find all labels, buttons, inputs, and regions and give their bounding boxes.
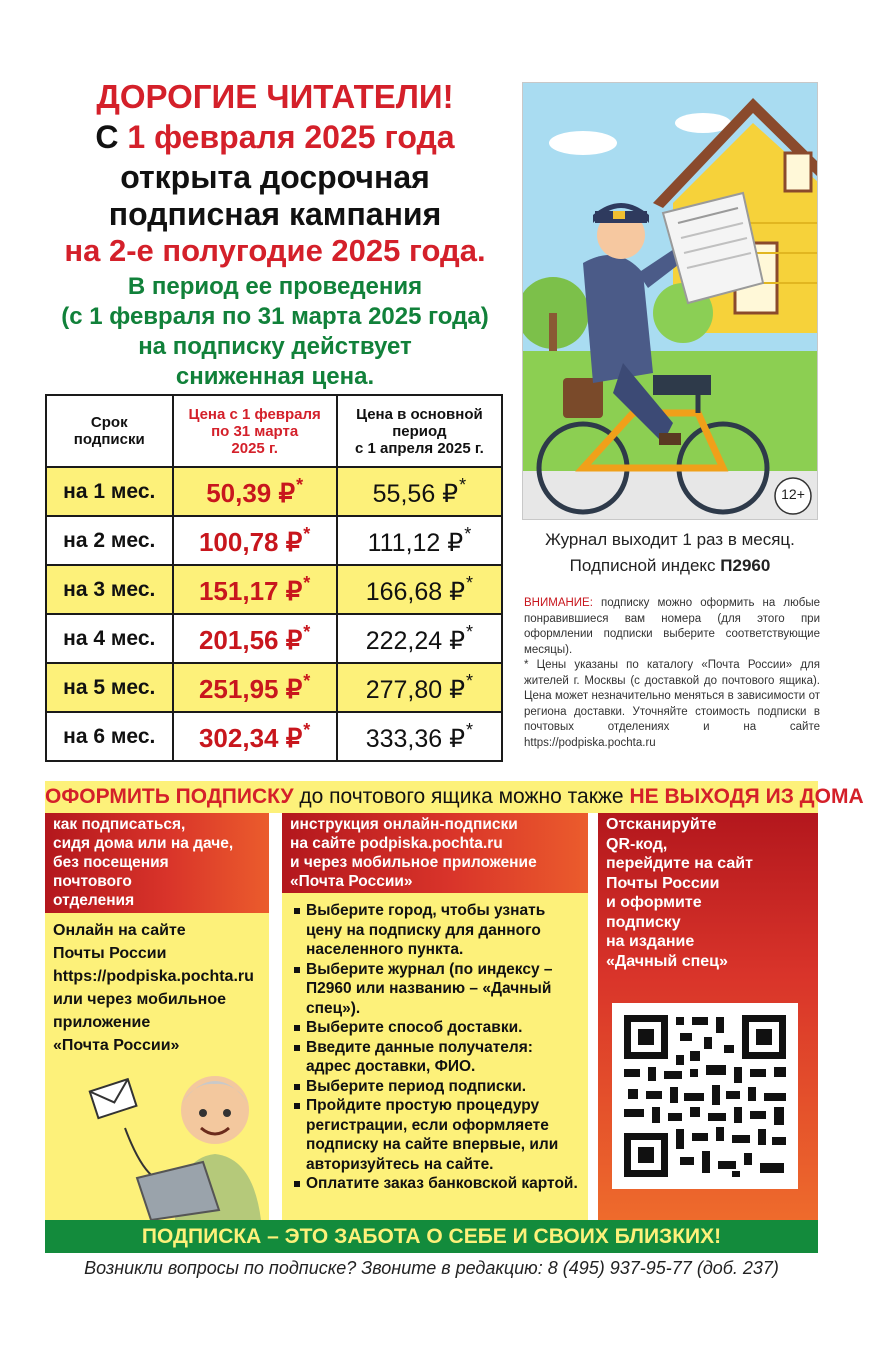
headline-title: ДОРОГИЕ ЧИТАТЕЛИ!	[96, 78, 454, 115]
col1-header-l4: почтового	[53, 873, 132, 890]
row-base-price: 111,12 ₽*	[337, 516, 502, 565]
table-row	[46, 614, 502, 663]
qr-column	[598, 813, 818, 1220]
table-row	[46, 712, 502, 761]
notes-block	[524, 596, 820, 751]
row-early-price: 151,17 ₽*	[173, 565, 337, 614]
col2-header	[282, 813, 588, 893]
col1-body-l1: Онлайн на сайте	[53, 922, 186, 939]
list-item: Выберите город, чтобы узнать цену на подписку для данного населенного пункта.	[292, 901, 582, 960]
warning-note	[524, 596, 820, 658]
contact-footer: Возникли вопросы по подписке? Звоните в редакцию: 8 (495) 937-95-77 (доб. 237)	[84, 1258, 779, 1278]
headline-line3: открыта досрочная	[120, 159, 430, 195]
header-base-l3: с 1 апреля 2025 г.	[354, 439, 484, 457]
col3-text-l8: «Дачный спец»	[606, 952, 728, 970]
headline-date-line	[40, 119, 510, 156]
instruction-steps	[292, 901, 582, 1194]
period-line1: В период ее проведения	[127, 273, 423, 300]
row-base-price: 333,36 ₽*	[337, 712, 502, 761]
col3-text-l4: Почты России	[606, 874, 720, 892]
list-item: Выберите период подписки.	[292, 1077, 582, 1097]
col1-body-l2: Почты России	[53, 945, 167, 962]
period-line2: (с 1 февраля по 31 марта 2025 года)	[61, 303, 489, 330]
col2-header-l1: инструкция онлайн-подписки	[290, 816, 518, 833]
qr-code[interactable]	[612, 1003, 798, 1189]
price-table	[45, 394, 503, 762]
list-item: Выберите способ доставки.	[292, 1018, 582, 1038]
subscribe-banner	[45, 781, 864, 813]
row-base-price: 222,24 ₽*	[337, 614, 502, 663]
header-base	[337, 395, 502, 467]
row-term: на 5 мес.	[46, 663, 173, 712]
col1-body-l5: приложение	[53, 1014, 151, 1031]
subscription-index-value: П2960	[720, 556, 771, 575]
list-item: Выберите журнал (по индексу – П2960 или названию – «Дачный спец»).	[292, 960, 582, 1019]
magazine-frequency: Журнал выходит 1 раз в месяц.	[545, 530, 795, 549]
row-term: на 1 мес.	[46, 467, 173, 516]
age-rating-badge: 12+	[781, 486, 805, 502]
list-item: Оплатите заказ банковской картой.	[292, 1174, 582, 1194]
header-term-l1: Срок	[90, 414, 128, 431]
warning-label: ВНИМАНИЕ:	[524, 597, 593, 609]
period-line4: сниженная цена.	[175, 363, 375, 390]
list-item: Пройдите простую процедуру регистрации, если оформляете подписку на сайте впервые, или авторизуйтесь на сайте.	[292, 1096, 582, 1174]
headline-line5: на 2-е полугодие 2025 года.	[64, 233, 486, 268]
table-row	[46, 516, 502, 565]
slogan-bar: ПОДПИСКА – ЭТО ЗАБОТА О СЕБЕ И СВОИХ БЛИЗКИХ!	[45, 1220, 818, 1253]
man-with-laptop-image	[85, 1058, 269, 1220]
table-row	[46, 663, 502, 712]
col2-header-l4: «Почта России»	[290, 873, 413, 890]
col3-text-l2: QR-код,	[606, 835, 668, 853]
row-term: на 3 мес.	[46, 565, 173, 614]
col3-text-l6: подписку	[606, 913, 681, 931]
header-early	[173, 395, 337, 467]
postman-illustration	[522, 82, 818, 520]
header-early-l3: 2025 г.	[231, 439, 278, 457]
period-line3: на подписку действует	[138, 333, 412, 360]
qr-code-icon	[620, 1011, 790, 1181]
banner-part3: НЕ ВЫХОДЯ ИЗ ДОМА	[629, 785, 864, 808]
header-early-l1: Цена с 1 февраля	[188, 405, 321, 423]
table-row	[46, 467, 502, 516]
postman-on-bicycle-image	[523, 83, 818, 520]
row-term: на 2 мес.	[46, 516, 173, 565]
col3-text-l5: и оформите	[606, 894, 702, 911]
col3-text-l1: Отсканируйте	[606, 816, 717, 833]
col1-header-l1: как подписаться,	[53, 816, 186, 833]
col3-text-l3: перейдите на сайт	[606, 855, 753, 872]
col2-header-l2: на сайте podpiska.pochta.ru	[290, 835, 503, 852]
col1-body-l3: https://podpiska.pochta.ru	[53, 968, 254, 985]
row-base-price: 55,56 ₽*	[337, 467, 502, 516]
table-row	[46, 565, 502, 614]
col2-header-l3: и через мобильное приложение	[290, 854, 537, 871]
headline-prefix: С	[95, 119, 128, 155]
header-term	[46, 395, 173, 467]
header-term-l2: подписки	[73, 431, 145, 448]
col1-header-l2: сидя дома или на даче,	[53, 835, 234, 852]
warning-text: подписку можно оформить на любые понравившиеся вам номера (для этого при оформлении подписки выберите соответствующие месяцы).	[524, 597, 820, 656]
col1-header-l3: без посещения	[53, 854, 169, 871]
header-base-l2: период	[392, 422, 447, 440]
row-base-price: 277,80 ₽*	[337, 663, 502, 712]
row-early-price: 302,34 ₽*	[173, 712, 337, 761]
banner-part2: до почтового ящика можно также	[293, 785, 630, 808]
row-early-price: 201,56 ₽*	[173, 614, 337, 663]
headline-date: 1 февраля 2025 года	[127, 119, 455, 155]
online-subscribe-column	[45, 813, 269, 1220]
banner-part1: ОФОРМИТЬ ПОДПИСКУ	[45, 785, 294, 808]
list-item: Введите данные получателя: адрес доставки, ФИО.	[292, 1038, 582, 1077]
row-early-price: 100,78 ₽*	[173, 516, 337, 565]
col1-body-l6: «Почта России»	[53, 1037, 180, 1054]
headline-line4: подписная кампания	[108, 196, 442, 232]
col1-body-l4: или через мобильное	[53, 991, 226, 1008]
header-base-l1: Цена в основной	[356, 405, 483, 423]
col1-body	[53, 919, 267, 1057]
price-note: * Цены указаны по каталогу «Почта России» для жителей г. Москвы (с доставкой до почтового ящика). Цена может незначительно меняться в зависимости от региона доставки. Уточняйте стоимость подписки в почтовых отделениях и на сайте https://podpiska.pochta.ru	[524, 659, 820, 749]
col3-text-l7: на издание	[606, 933, 695, 950]
col3-text	[606, 815, 810, 971]
row-early-price: 50,39 ₽*	[173, 467, 337, 516]
price-table-header	[46, 395, 502, 467]
row-term: на 4 мес.	[46, 614, 173, 663]
row-early-price: 251,95 ₽*	[173, 663, 337, 712]
row-base-price: 166,68 ₽*	[337, 565, 502, 614]
header-early-l2: по 31 марта	[211, 422, 299, 440]
col1-header	[45, 813, 269, 913]
subscription-index	[522, 556, 818, 576]
subscription-index-label: Подписной индекс	[569, 556, 721, 575]
row-term: на 6 мес.	[46, 712, 173, 761]
col1-header-l5: отделения	[53, 892, 135, 909]
online-instruction-column	[282, 813, 588, 1220]
